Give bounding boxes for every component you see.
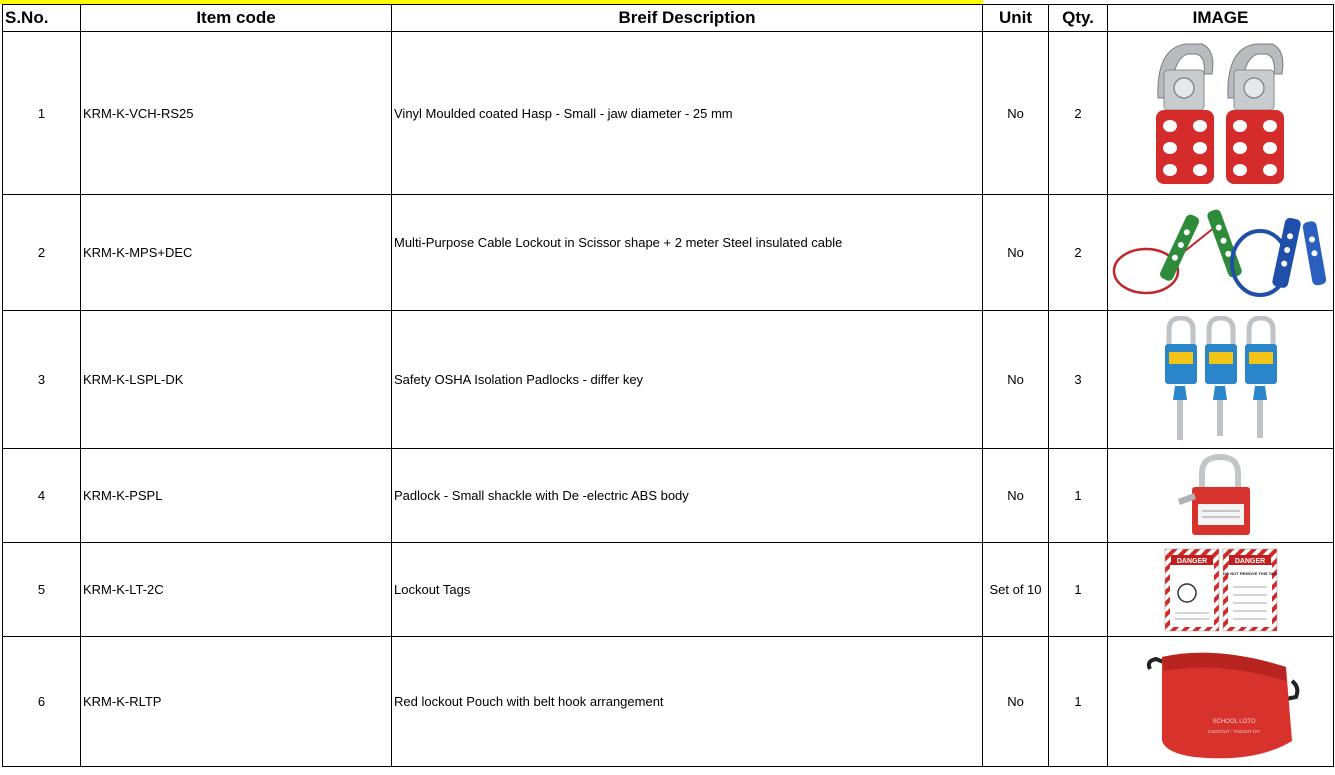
row-unit: No (983, 449, 1049, 543)
pouch-brand-text: SCHOOL LOTO (1211, 718, 1256, 725)
row-item-code: KRM-K-LSPL-DK (81, 311, 392, 449)
header-qty: Qty. (1049, 5, 1108, 32)
tag-danger-text: DANGER (1234, 557, 1265, 565)
table-header-row (3, 5, 1334, 32)
row-qty: 1 (1049, 449, 1108, 543)
row-image (1108, 449, 1334, 543)
red-padlock-image (1176, 453, 1266, 539)
header-unit: Unit (983, 5, 1049, 32)
row-unit: No (983, 311, 1049, 449)
row-image (1108, 195, 1334, 311)
row-sno: 5 (3, 543, 81, 637)
table-row (3, 543, 1334, 637)
row-qty: 1 (1049, 637, 1108, 767)
cable-lockouts-image (1110, 203, 1332, 303)
row-unit: No (983, 32, 1049, 195)
header-image: IMAGE (1108, 5, 1334, 32)
row-item-code: KRM-K-LT-2C (81, 543, 392, 637)
row-qty: 3 (1049, 311, 1108, 449)
row-description: Vinyl Moulded coated Hasp - Small - jaw diameter - 25 mm (392, 32, 983, 195)
row-image (1108, 543, 1334, 637)
header-description: Breif Description (392, 5, 983, 32)
row-qty: 2 (1049, 195, 1108, 311)
row-description: Lockout Tags (392, 543, 983, 637)
row-unit: No (983, 195, 1049, 311)
row-description: Padlock - Small shackle with De -electric ABS body (392, 449, 983, 543)
row-sno: 2 (3, 195, 81, 311)
row-description: Multi-Purpose Cable Lockout in Scissor shape + 2 meter Steel insulated cable (392, 195, 983, 311)
row-sno: 1 (3, 32, 81, 195)
row-image (1108, 637, 1334, 767)
row-unit: No (983, 637, 1049, 767)
row-qty: 1 (1049, 543, 1108, 637)
row-description: Red lockout Pouch with belt hook arrangement (392, 637, 983, 767)
danger-tags-image (1163, 547, 1279, 633)
header-item-code: Item code (81, 5, 392, 32)
row-description: Safety OSHA Isolation Padlocks - differ key (392, 311, 983, 449)
table-row (3, 195, 1334, 311)
row-item-code: KRM-K-MPS+DEC (81, 195, 392, 311)
row-sno: 6 (3, 637, 81, 767)
row-item-code: KRM-K-VCH-RS25 (81, 32, 392, 195)
row-sno: 3 (3, 311, 81, 449)
row-item-code: KRM-K-RLTP (81, 637, 392, 767)
row-qty: 2 (1049, 32, 1108, 195)
tag-warning-text: DO NOT REMOVE THIS TAG (1222, 570, 1277, 576)
items-table (2, 4, 1334, 767)
row-unit: Set of 10 (983, 543, 1049, 637)
row-sno: 4 (3, 449, 81, 543)
header-sno: S.No. (3, 5, 81, 32)
row-image (1108, 311, 1334, 449)
table-row (3, 32, 1334, 195)
table-row (3, 449, 1334, 543)
tag-danger-text: DANGER (1176, 557, 1207, 565)
row-item-code: KRM-K-PSPL (81, 449, 392, 543)
red-pouch-image (1136, 641, 1306, 763)
table-row (3, 311, 1334, 449)
table-row (3, 637, 1334, 767)
pouch-caption-text: LOCKOUT · TAGOUT KIT (1207, 728, 1260, 734)
row-image (1108, 32, 1334, 195)
red-hasp-pair-image (1146, 38, 1296, 188)
blue-padlocks-image (1161, 316, 1281, 444)
